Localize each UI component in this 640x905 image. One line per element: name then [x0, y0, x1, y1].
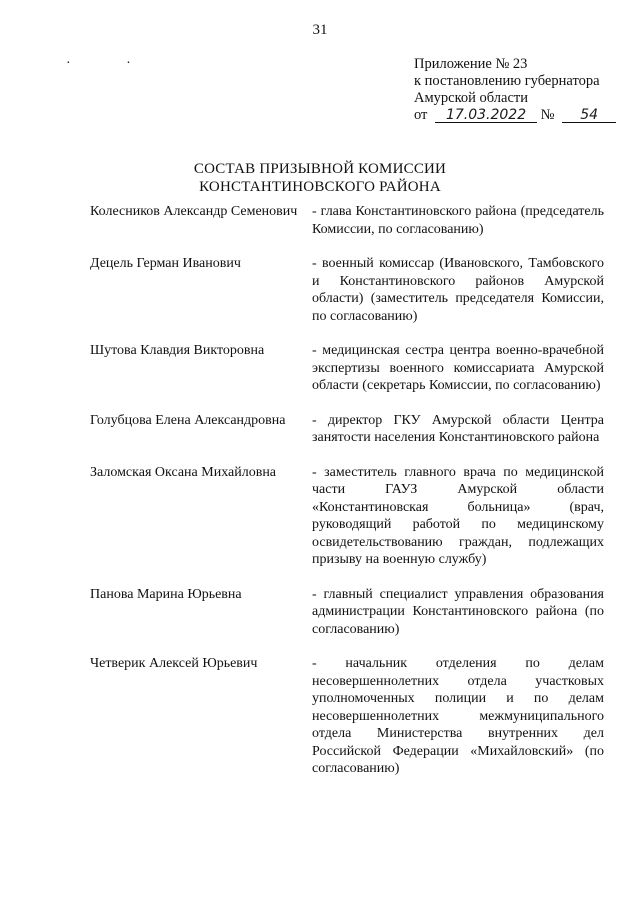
member-name: Четверик Алексей Юрьевич: [90, 656, 258, 671]
appendix-block: [414, 56, 624, 124]
page-number: 31: [312, 22, 328, 38]
document-title: [0, 160, 640, 196]
members-list: [90, 203, 610, 778]
date-prefix: от: [414, 107, 428, 123]
margin-marks: · ·: [66, 56, 157, 71]
member-row: [90, 342, 610, 395]
member-role: - военный комиссар (Ивановского, Тамбовского и Константиновского районов Амурской области) (заместитель председателя Комиссии, по согласованию): [312, 256, 604, 324]
handwritten-date: 17.03.2022: [435, 108, 537, 123]
member-name: Заломская Оксана Михайловна: [90, 464, 277, 480]
member-role: - директор ГКУ Амурской области Центра занятости населения Константиновского района: [312, 412, 604, 445]
appendix-date-line: [414, 107, 624, 124]
member-name: Децель Герман Иванович: [90, 256, 241, 271]
member-role: - главный специалист управления образования администрации Константиновского района (по согласованию): [312, 586, 604, 637]
appendix-line-1: Приложение № 23: [414, 56, 528, 72]
handwritten-number: 54: [562, 108, 616, 123]
member-row: [90, 464, 610, 569]
member-name: Шутова Клавдия Викторовна: [90, 343, 265, 358]
member-name: Панова Марина Юрьевна: [90, 586, 242, 602]
title-line-2: КОНСТАНТИНОВСКОГО РАЙОНА: [199, 179, 441, 195]
appendix-line-3: Амурской области: [414, 90, 528, 106]
title-line-1: СОСТАВ ПРИЗЫВНОЙ КОМИССИИ: [193, 161, 447, 177]
member-row: [90, 655, 610, 778]
member-name: Колесников Александр Семенович: [90, 204, 298, 219]
member-role: - медицинская сестра центра военно-врачебной экспертизы военного комиссариата Амурской области (секретарь Комиссии, по согласованию): [312, 343, 604, 393]
member-row: [90, 203, 610, 238]
member-role: - начальник отделения по делам несовершеннолетних отдела участковых уполномоченных полиции и по делам несовершеннолетних межмуниципального отдела Министерства внутренних дел Российской Федерации «Михайловский» (по согласованию): [312, 656, 604, 776]
member-name: Голубцова Елена Александровна: [90, 412, 286, 428]
member-role: - заместитель главного врача по медицинской части ГАУЗ Амурской области «Константиновская больница» (врач, руководящий работой по медицинскому освидетельствованию граждан, подлежащих призыву на военную службу): [312, 464, 604, 567]
appendix-line-2: к постановлению губернатора: [414, 73, 600, 89]
member-row: [90, 412, 610, 447]
member-row: [90, 255, 610, 325]
member-role: - глава Константиновского района (председатель Комиссии, по согласованию): [312, 204, 604, 237]
number-prefix: №: [540, 107, 555, 123]
member-row: [90, 586, 610, 639]
